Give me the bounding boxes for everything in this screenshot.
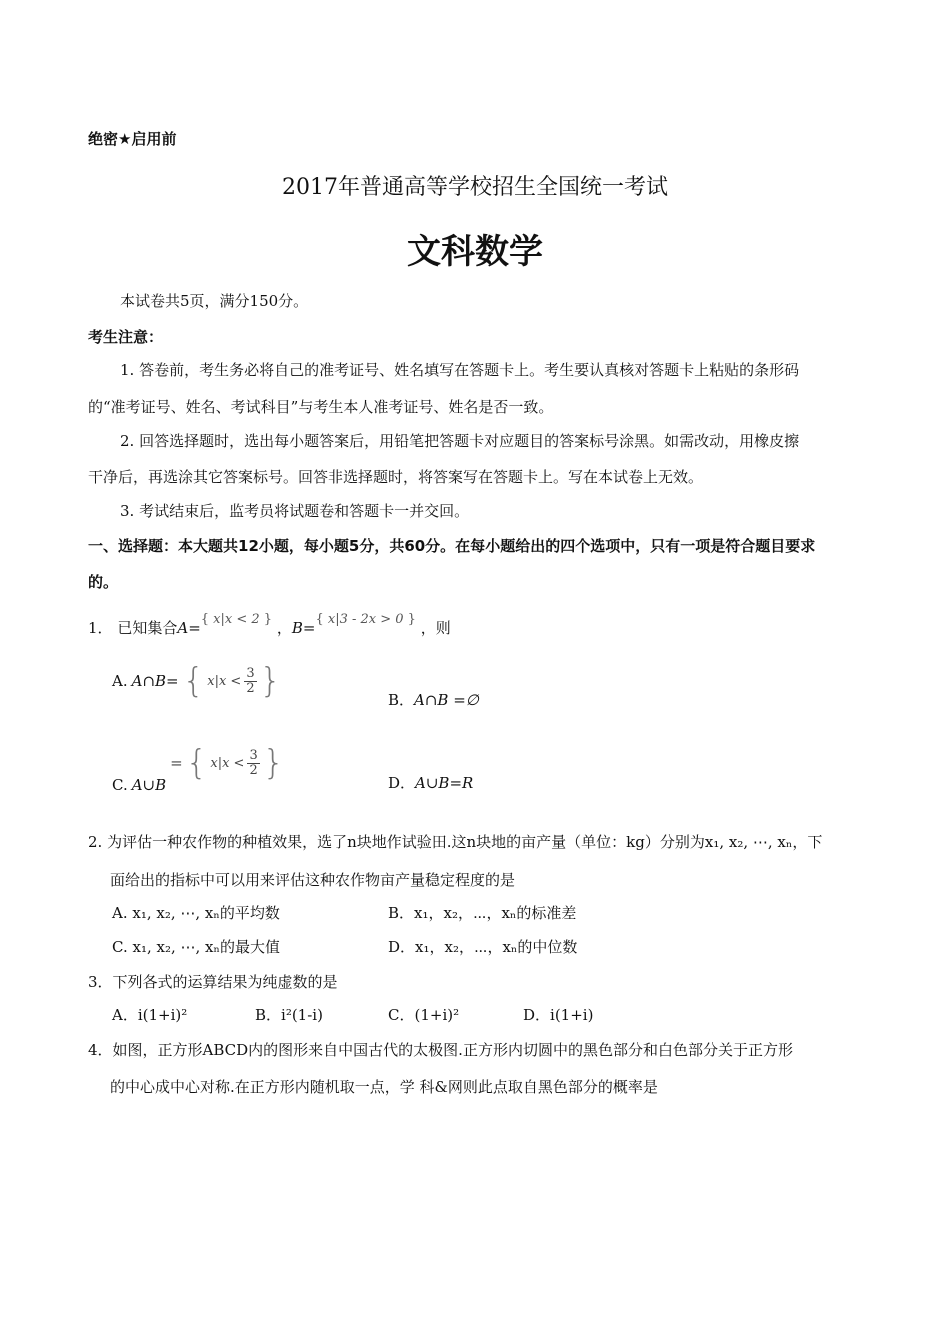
set-lhs: x|x < <box>207 673 242 689</box>
fraction <box>244 667 256 696</box>
option-label: B． <box>388 691 415 709</box>
left-brace: { <box>182 661 205 701</box>
set-a: { x|x < 2 } <box>200 612 273 627</box>
exam-title: 2017年普通高等学校招生全国统一考试 <box>282 175 668 200</box>
question-3-option-c: C．(1+i)² <box>388 1006 460 1024</box>
question-3-option-b: B．i²(1-i) <box>255 1006 323 1024</box>
question-2-option-a: A. x₁, x₂, ⋯, xₙ的平均数 <box>112 904 280 922</box>
set-a-body: x|x < 2 <box>213 612 260 627</box>
question-1-option-b <box>388 689 479 710</box>
question-3-option-d: D．i(1+i) <box>523 1006 594 1024</box>
question-4-line-1: 4．如图，正方形ABCD内的图形来自中国古代的太极图.正方形内切圆中的黑色部分和白色部分关于正方形 <box>88 1041 793 1059</box>
question-4-line-2: 的中心成中心对称.在正方形内随机取一点，学 科&网则此点取自黑色部分的概率是 <box>110 1078 658 1096</box>
question-2-option-d: D．x₁，x₂，⋯，xₙ的中位数 <box>388 938 578 956</box>
set-b-name: B <box>291 619 303 637</box>
question-1-option-c <box>112 743 285 794</box>
question-3-stem: 3．下列各式的运算结果为纯虚数的是 <box>88 973 338 991</box>
fraction-denominator: 2 <box>249 762 258 778</box>
option-label: C. <box>112 776 128 794</box>
question-3-option-a: A．i(1+i)² <box>112 1006 188 1024</box>
note-1-line-1: 1. 答卷前，考生务必将自己的准考证号、姓名填写在答题卡上。考生要认真核对答题卡上粘贴的条形码 <box>120 361 800 379</box>
right-brace: } <box>259 661 282 701</box>
section-1-line-2: 的。 <box>88 573 119 591</box>
set-b-body: x|3 - 2x > 0 <box>327 612 404 627</box>
set-lhs: x|x < <box>210 755 245 771</box>
note-2-line-2: 干净后，再选涂其它答案标号。回答非选择题时，将答案写在答题卡上。写在本试卷上无效。 <box>88 468 704 486</box>
fraction-numerator: 3 <box>246 665 255 681</box>
set-a-name: A <box>177 619 189 637</box>
question-2-line-2: 面给出的指标中可以用来评估这种农作物亩产量稳定程度的是 <box>110 871 516 889</box>
fraction-denominator: 2 <box>246 680 255 696</box>
right-brace: } <box>262 743 285 783</box>
notice-title: 考生注意： <box>88 328 164 346</box>
option-label: D． <box>388 774 416 792</box>
note-3: 3. 考试结束后，监考员将试题卷和答题卡一并交回。 <box>120 502 470 520</box>
question-1-stem: 1． 已知集合A={ x|x < 2 } ，B={ x|3 - 2x > 0 } ，则 <box>88 612 451 637</box>
question-1-option-d <box>388 772 473 793</box>
set-expression <box>170 743 285 783</box>
question-number: 1． <box>88 619 113 637</box>
section-1-line-1: 一、选择题：本大题共12小题，每小题5分，共60分。在每小题给出的四个选项中，只有一项是符合题目要求 <box>88 537 816 555</box>
question-2-line-1: 2. 为评估一种农作物的种植效果，选了n块地作试验田.这n块地的亩产量（单位：kg）分别为x₁, x₂, ⋯, xₙ，下 <box>88 833 823 851</box>
option-expression: A∩B= <box>131 672 179 690</box>
pages-note: 本试卷共5页，满分150分。 <box>120 292 309 310</box>
note-2-line-1: 2. 回答选择题时，选出每小题答案后，用铅笔把答题卡对应题目的答案标号涂黑。如需改动，用橡皮擦 <box>120 432 800 450</box>
question-1-option-a <box>112 661 282 701</box>
fraction-numerator: 3 <box>249 747 258 763</box>
question-2-option-b: B．x₁，x₂，⋯，xₙ的标准差 <box>388 904 577 922</box>
question-2-option-c: C. x₁, x₂, ⋯, xₙ的最大值 <box>112 938 280 956</box>
equals-sign: = <box>170 754 183 772</box>
stem-tail: ，则 <box>420 619 451 637</box>
stem-text: 已知集合 <box>117 619 178 637</box>
fraction <box>247 749 259 778</box>
left-brace: { <box>185 743 208 783</box>
option-expression: A∪B=R <box>415 774 474 792</box>
option-expression: A∩B =∅ <box>414 691 479 709</box>
set-b: { x|3 - 2x > 0 } <box>315 612 416 627</box>
set-expression <box>182 661 282 701</box>
note-1-line-2: 的“准考证号、姓名、考试科目”与考生本人准考证号、姓名是否一致。 <box>88 398 554 416</box>
option-expression: A∪B <box>131 776 167 794</box>
option-label: A. <box>112 672 128 690</box>
subject-title: 文科数学 <box>407 232 543 272</box>
secret-label: 绝密★启用前 <box>88 130 177 148</box>
